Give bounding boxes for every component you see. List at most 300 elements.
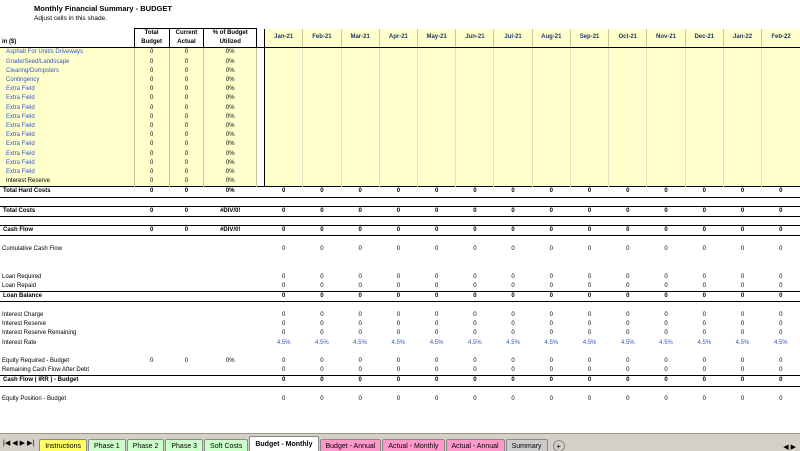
cell-feb-21[interactable]: 0 <box>320 396 324 403</box>
cell-feb-21[interactable]: 0 <box>320 358 324 364</box>
cell-jan-21[interactable] <box>265 217 303 226</box>
cell-may-21[interactable]: 0 <box>418 376 456 386</box>
cell-mar-21[interactable] <box>341 197 379 206</box>
cell-nov-21[interactable]: 0 <box>647 376 685 386</box>
cell-oct-21[interactable]: 0 <box>626 312 630 318</box>
cell-jan-21[interactable] <box>265 76 303 85</box>
cell-dec-21[interactable]: 0 <box>685 206 723 216</box>
cell-feb-22[interactable]: 0 <box>779 358 783 364</box>
cell-current-actual[interactable]: 0 <box>169 76 204 85</box>
cell-dec-21[interactable] <box>685 58 723 67</box>
cell-pct-utilized[interactable] <box>204 302 257 311</box>
cell-jan-22[interactable] <box>723 140 761 149</box>
cell-pct-utilized[interactable] <box>204 292 257 302</box>
cell-mar-21[interactable] <box>341 48 379 58</box>
cell-feb-22[interactable] <box>762 177 800 187</box>
cell-oct-21[interactable] <box>609 177 647 187</box>
cell-jan-22[interactable]: 0 <box>723 226 761 236</box>
cell-nov-21[interactable] <box>647 58 685 67</box>
cell-feb-22[interactable] <box>762 168 800 177</box>
cell-current-actual[interactable] <box>169 376 204 386</box>
cell-current-actual[interactable] <box>169 320 204 329</box>
cell-jul-21[interactable] <box>494 217 532 226</box>
row-label[interactable]: Interest Reserve <box>0 177 134 187</box>
cell-pct-utilized[interactable]: 0% <box>204 150 257 159</box>
cell-dec-21[interactable] <box>685 140 723 149</box>
cell-mar-21[interactable] <box>341 85 379 94</box>
row-label[interactable]: Total Costs <box>0 206 134 216</box>
cell-jun-21[interactable] <box>456 177 494 187</box>
cell-jan-22[interactable] <box>723 113 761 122</box>
cell-oct-21[interactable] <box>609 197 647 206</box>
cell-dec-21[interactable] <box>685 254 723 263</box>
cell-current-actual[interactable] <box>169 282 204 292</box>
cell-jul-21[interactable]: 0 <box>511 246 515 253</box>
cell-oct-21[interactable] <box>609 348 647 357</box>
cell-current-actual[interactable] <box>169 254 204 263</box>
row-label[interactable]: Cash Flow <box>0 226 134 236</box>
cell-mar-21[interactable] <box>341 386 379 395</box>
cell-feb-22[interactable]: 0 <box>762 376 800 386</box>
row-label[interactable]: Cumulative Cash Flow <box>2 246 63 253</box>
cell-dec-21[interactable] <box>685 104 723 113</box>
cell-nov-21[interactable]: 0 <box>664 246 668 253</box>
cell-feb-21[interactable]: 0 <box>303 187 341 197</box>
cell-jan-22[interactable] <box>723 217 761 226</box>
cell-mar-21[interactable]: 0 <box>358 330 362 337</box>
cell-dec-21[interactable]: 0 <box>702 312 706 318</box>
cell-apr-21[interactable] <box>379 94 417 103</box>
cell-aug-21[interactable]: 0 <box>532 187 570 197</box>
cell-feb-22[interactable]: 0 <box>779 330 783 337</box>
cell-jun-21[interactable] <box>456 122 494 131</box>
cell-dec-21[interactable] <box>685 48 723 58</box>
cell-pct-utilized[interactable] <box>204 395 257 404</box>
cell-may-21[interactable] <box>418 348 456 357</box>
cell-jan-22[interactable] <box>723 236 761 245</box>
cell-aug-21[interactable] <box>532 197 570 206</box>
cell-pct-utilized[interactable] <box>204 254 257 263</box>
cell-jan-21[interactable] <box>265 122 303 131</box>
cell-mar-21[interactable] <box>341 104 379 113</box>
cell-sep-21[interactable] <box>570 386 608 395</box>
cell-feb-21[interactable] <box>303 140 341 149</box>
cell-sep-21[interactable] <box>570 177 608 187</box>
cell-jan-21[interactable]: 0 <box>282 273 286 280</box>
cell-may-21[interactable] <box>418 264 456 273</box>
cell-may-21[interactable]: 0 <box>418 187 456 197</box>
cell-total-budget[interactable]: 0 <box>134 150 169 159</box>
cell-pct-utilized[interactable] <box>204 217 257 226</box>
last-sheet-icon[interactable]: ▶| <box>26 440 35 447</box>
cell-current-actual[interactable]: 0 <box>169 113 204 122</box>
cell-jan-21[interactable]: 0 <box>265 226 303 236</box>
cell-feb-21[interactable]: 0 <box>320 273 324 280</box>
cell-dec-21[interactable]: 0 <box>702 282 706 289</box>
cell-jun-21[interactable] <box>456 113 494 122</box>
cell-aug-21[interactable]: 0 <box>532 292 570 302</box>
cell-feb-22[interactable]: 0 <box>779 273 783 280</box>
cell-may-21[interactable] <box>418 140 456 149</box>
cell-may-21[interactable] <box>418 168 456 177</box>
cell-aug-21[interactable] <box>532 140 570 149</box>
cell-feb-22[interactable] <box>762 104 800 113</box>
cell-total-budget[interactable] <box>134 264 169 273</box>
cell-mar-21[interactable] <box>341 264 379 273</box>
cell-pct-utilized[interactable] <box>204 386 257 395</box>
cell-jun-21[interactable]: 4.5% <box>468 339 482 346</box>
cell-feb-22[interactable] <box>762 386 800 395</box>
cell-jan-22[interactable]: 0 <box>740 282 745 289</box>
cell-sep-21[interactable] <box>570 140 608 149</box>
cell-oct-21[interactable] <box>609 48 647 58</box>
cell-jul-21[interactable] <box>494 386 532 395</box>
cell-jun-21[interactable]: 0 <box>473 358 477 364</box>
cell-feb-21[interactable]: 0 <box>303 376 341 386</box>
cell-total-budget[interactable]: 0 <box>134 85 169 94</box>
cell-nov-21[interactable]: 0 <box>664 312 668 318</box>
cell-oct-21[interactable] <box>609 76 647 85</box>
cell-may-21[interactable] <box>418 386 456 395</box>
cell-sep-21[interactable] <box>570 67 608 76</box>
cell-pct-utilized[interactable]: 0% <box>204 76 257 85</box>
cell-sep-21[interactable]: 0 <box>570 226 608 236</box>
cell-pct-utilized[interactable]: 0% <box>204 122 257 131</box>
cell-jun-21[interactable] <box>456 264 494 273</box>
cell-jan-21[interactable] <box>265 168 303 177</box>
cell-pct-utilized[interactable] <box>204 366 257 376</box>
cell-jul-21[interactable]: 0 <box>494 376 532 386</box>
cell-apr-21[interactable]: 0 <box>396 396 401 403</box>
cell-nov-21[interactable] <box>647 113 685 122</box>
row-label[interactable] <box>0 217 134 226</box>
cell-apr-21[interactable] <box>379 254 417 263</box>
cell-feb-21[interactable]: 0 <box>320 312 324 318</box>
cell-apr-21[interactable]: 0 <box>379 226 417 236</box>
cell-jul-21[interactable]: 0 <box>494 292 532 302</box>
worksheet-grid[interactable] <box>0 28 800 405</box>
cell-jul-21[interactable] <box>494 348 532 357</box>
cell-dec-21[interactable]: 0 <box>685 292 723 302</box>
cell-dec-21[interactable]: 0 <box>702 246 706 253</box>
cell-may-21[interactable]: 0 <box>434 330 439 337</box>
cell-pct-utilized[interactable] <box>204 264 257 273</box>
cell-feb-21[interactable] <box>303 236 341 245</box>
cell-jan-21[interactable] <box>265 150 303 159</box>
cell-jul-21[interactable] <box>494 58 532 67</box>
cell-dec-21[interactable] <box>685 217 723 226</box>
cell-feb-21[interactable] <box>303 302 341 311</box>
cell-oct-21[interactable]: 0 <box>626 330 630 337</box>
cell-mar-21[interactable] <box>341 150 379 159</box>
cell-may-21[interactable]: 0 <box>434 312 439 318</box>
cell-pct-utilized[interactable]: 0% <box>204 177 257 187</box>
cell-dec-21[interactable] <box>685 85 723 94</box>
cell-apr-21[interactable] <box>379 76 417 85</box>
cell-jul-21[interactable] <box>494 94 532 103</box>
cell-jun-21[interactable] <box>456 197 494 206</box>
cell-feb-21[interactable]: 0 <box>303 292 341 302</box>
cell-may-21[interactable] <box>418 104 456 113</box>
cell-jul-21[interactable] <box>494 264 532 273</box>
cell-feb-21[interactable] <box>303 168 341 177</box>
cell-jan-22[interactable] <box>723 122 761 131</box>
cell-sep-21[interactable]: 0 <box>587 312 592 318</box>
cell-may-21[interactable] <box>418 94 456 103</box>
cell-mar-21[interactable]: 0 <box>358 358 362 364</box>
cell-dec-21[interactable]: 0 <box>702 367 706 374</box>
cell-mar-21[interactable]: 4.5% <box>353 339 367 346</box>
cell-oct-21[interactable] <box>609 58 647 67</box>
row-label[interactable] <box>0 386 134 395</box>
cell-jul-21[interactable]: 4.5% <box>506 339 520 346</box>
cell-total-budget[interactable] <box>134 236 169 245</box>
cell-current-actual[interactable] <box>169 386 204 395</box>
cell-aug-21[interactable]: 0 <box>549 330 553 337</box>
cell-feb-22[interactable] <box>762 67 800 76</box>
cell-pct-utilized[interactable]: 0% <box>204 58 257 67</box>
cell-apr-21[interactable] <box>379 264 417 273</box>
cell-dec-21[interactable] <box>685 177 723 187</box>
cell-feb-21[interactable] <box>303 113 341 122</box>
cell-apr-21[interactable] <box>379 236 417 245</box>
cell-jan-22[interactable]: 0 <box>740 396 745 403</box>
cell-dec-21[interactable] <box>685 94 723 103</box>
cell-dec-21[interactable]: 0 <box>685 226 723 236</box>
cell-pct-utilized[interactable]: 0% <box>204 131 257 140</box>
cell-jan-22[interactable] <box>723 168 761 177</box>
cell-current-actual[interactable]: 0 <box>169 206 204 216</box>
cell-nov-21[interactable] <box>647 177 685 187</box>
cell-jul-21[interactable] <box>494 302 532 311</box>
cell-feb-21[interactable] <box>303 131 341 140</box>
first-sheet-icon[interactable]: |◀ <box>3 440 11 447</box>
cell-oct-21[interactable] <box>609 217 647 226</box>
cell-jan-22[interactable]: 0 <box>740 321 745 328</box>
cell-aug-21[interactable]: 0 <box>549 321 553 328</box>
cell-apr-21[interactable] <box>379 386 417 395</box>
row-label[interactable] <box>0 197 134 206</box>
cell-sep-21[interactable] <box>570 113 608 122</box>
cell-total-budget[interactable]: 0 <box>134 226 169 236</box>
row-label[interactable]: Extra Field <box>0 150 134 159</box>
cell-oct-21[interactable] <box>609 159 647 168</box>
row-label[interactable]: Interest Reserve Remaining <box>2 330 77 337</box>
cell-current-actual[interactable]: 0 <box>169 140 204 149</box>
cell-mar-21[interactable]: 0 <box>358 246 362 253</box>
cell-jun-21[interactable]: 0 <box>473 246 477 253</box>
cell-apr-21[interactable] <box>379 217 417 226</box>
cell-nov-21[interactable]: 4.5% <box>659 339 673 346</box>
cell-apr-21[interactable]: 0 <box>379 187 417 197</box>
cell-dec-21[interactable] <box>685 236 723 245</box>
cell-mar-21[interactable]: 0 <box>341 226 379 236</box>
cell-current-actual[interactable]: 0 <box>169 226 204 236</box>
cell-pct-utilized[interactable] <box>204 236 257 245</box>
cell-aug-21[interactable] <box>532 386 570 395</box>
row-label[interactable]: Extra Field <box>0 168 134 177</box>
cell-current-actual[interactable] <box>169 348 204 357</box>
cell-mar-21[interactable] <box>341 58 379 67</box>
cell-jan-22[interactable]: 0 <box>740 358 745 364</box>
cell-jun-21[interactable]: 0 <box>473 367 477 374</box>
row-label[interactable]: Interest Reserve <box>2 321 47 328</box>
cell-dec-21[interactable] <box>685 302 723 311</box>
cell-apr-21[interactable] <box>379 131 417 140</box>
cell-may-21[interactable] <box>418 150 456 159</box>
cell-mar-21[interactable] <box>341 236 379 245</box>
cell-jan-22[interactable] <box>723 302 761 311</box>
cell-jun-21[interactable]: 0 <box>456 226 494 236</box>
cell-total-budget[interactable] <box>134 320 169 329</box>
cell-current-actual[interactable]: 0 <box>169 67 204 76</box>
cell-jan-22[interactable]: 4.5% <box>735 339 750 346</box>
cell-mar-21[interactable]: 0 <box>358 367 362 374</box>
cell-oct-21[interactable]: 0 <box>609 292 647 302</box>
cell-jul-21[interactable]: 0 <box>511 358 515 364</box>
sheet-tab-actual-annual[interactable]: Actual - Annual <box>446 439 505 451</box>
cell-may-21[interactable]: 0 <box>434 273 439 280</box>
cell-mar-21[interactable] <box>341 177 379 187</box>
cell-pct-utilized[interactable]: 0% <box>204 187 257 197</box>
cell-jan-21[interactable] <box>265 159 303 168</box>
cell-apr-21[interactable] <box>379 48 417 58</box>
cell-current-actual[interactable] <box>169 264 204 273</box>
cell-pct-utilized[interactable] <box>204 376 257 386</box>
cell-feb-22[interactable]: 0 <box>779 396 783 403</box>
cell-jan-22[interactable] <box>723 150 761 159</box>
cell-jun-21[interactable]: 0 <box>473 282 477 289</box>
cell-jan-22[interactable] <box>723 104 761 113</box>
sheet-tab-phase-3[interactable]: Phase 3 <box>165 439 203 451</box>
cell-total-budget[interactable] <box>134 311 169 320</box>
cell-apr-21[interactable]: 0 <box>379 206 417 216</box>
cell-jan-22[interactable] <box>723 94 761 103</box>
row-label[interactable]: Interest Charge <box>2 312 44 318</box>
cell-nov-21[interactable] <box>647 159 685 168</box>
cell-aug-21[interactable] <box>532 67 570 76</box>
cell-jan-22[interactable]: 0 <box>740 367 745 374</box>
cell-jun-21[interactable] <box>456 217 494 226</box>
cell-jun-21[interactable] <box>456 159 494 168</box>
cell-may-21[interactable]: 0 <box>434 246 439 253</box>
cell-oct-21[interactable] <box>609 122 647 131</box>
cell-sep-21[interactable] <box>570 48 608 58</box>
cell-jul-21[interactable] <box>494 131 532 140</box>
sheet-tab-budget-monthly[interactable]: Budget - Monthly <box>249 436 318 451</box>
cell-current-actual[interactable] <box>169 395 204 404</box>
cell-aug-21[interactable] <box>532 159 570 168</box>
cell-feb-22[interactable] <box>762 264 800 273</box>
cell-feb-21[interactable] <box>303 67 341 76</box>
cell-apr-21[interactable]: 0 <box>379 292 417 302</box>
cell-feb-21[interactable] <box>303 386 341 395</box>
cell-jan-22[interactable] <box>723 131 761 140</box>
cell-aug-21[interactable] <box>532 85 570 94</box>
cell-apr-21[interactable]: 0 <box>396 358 401 364</box>
cell-jun-21[interactable] <box>456 236 494 245</box>
cell-jan-21[interactable]: 0 <box>265 206 303 216</box>
sheet-tab-phase-2[interactable]: Phase 2 <box>127 439 165 451</box>
cell-dec-21[interactable] <box>685 76 723 85</box>
cell-jun-21[interactable]: 0 <box>473 312 477 318</box>
cell-apr-21[interactable] <box>379 302 417 311</box>
sheet-tab-summary[interactable]: Summary <box>506 439 548 451</box>
cell-feb-21[interactable] <box>303 122 341 131</box>
cell-nov-21[interactable] <box>647 150 685 159</box>
cell-pct-utilized[interactable]: 0% <box>204 104 257 113</box>
cell-dec-21[interactable] <box>685 386 723 395</box>
cell-nov-21[interactable]: 0 <box>664 358 668 364</box>
row-label[interactable]: Extra Field <box>0 159 134 168</box>
cell-mar-21[interactable] <box>341 348 379 357</box>
cell-nov-21[interactable] <box>647 264 685 273</box>
cell-jan-21[interactable] <box>265 236 303 245</box>
cell-feb-21[interactable]: 0 <box>303 226 341 236</box>
cell-oct-21[interactable] <box>609 386 647 395</box>
cell-may-21[interactable] <box>418 197 456 206</box>
cell-current-actual[interactable] <box>169 245 204 254</box>
cell-jan-22[interactable]: 0 <box>740 273 745 280</box>
cell-feb-21[interactable] <box>303 85 341 94</box>
cell-aug-21[interactable]: 0 <box>549 367 553 374</box>
cell-jul-21[interactable]: 0 <box>511 321 515 328</box>
cell-aug-21[interactable] <box>532 348 570 357</box>
cell-jan-21[interactable] <box>265 58 303 67</box>
cell-mar-21[interactable] <box>341 113 379 122</box>
cell-may-21[interactable] <box>418 159 456 168</box>
sheet-tabs[interactable] <box>39 435 564 451</box>
cell-may-21[interactable]: 0 <box>434 321 439 328</box>
cell-jan-22[interactable] <box>723 177 761 187</box>
cell-feb-21[interactable]: 4.5% <box>315 339 329 346</box>
cell-may-21[interactable] <box>418 76 456 85</box>
cell-nov-21[interactable]: 0 <box>647 187 685 197</box>
cell-jan-21[interactable] <box>265 348 303 357</box>
cell-jan-21[interactable]: 0 <box>282 396 286 403</box>
cell-oct-21[interactable]: 0 <box>626 358 630 364</box>
cell-oct-21[interactable]: 0 <box>626 282 630 289</box>
cell-oct-21[interactable] <box>609 67 647 76</box>
cell-feb-21[interactable] <box>303 217 341 226</box>
cell-jan-21[interactable]: 0 <box>282 330 286 337</box>
next-sheet-icon[interactable]: ▶ <box>19 440 25 447</box>
cell-pct-utilized[interactable] <box>204 329 257 338</box>
cell-aug-21[interactable] <box>532 131 570 140</box>
cell-jan-21[interactable] <box>265 302 303 311</box>
cell-apr-21[interactable]: 0 <box>396 321 401 328</box>
row-label[interactable]: Equity Position - Budget <box>2 396 67 403</box>
cell-nov-21[interactable]: 0 <box>664 321 668 328</box>
cell-jan-22[interactable] <box>723 48 761 58</box>
cell-feb-21[interactable] <box>303 348 341 357</box>
cell-jul-21[interactable] <box>494 140 532 149</box>
cell-jul-21[interactable] <box>494 197 532 206</box>
cell-apr-21[interactable] <box>379 104 417 113</box>
cell-pct-utilized[interactable]: #DIV/0! <box>204 206 257 216</box>
cell-jul-21[interactable]: 0 <box>511 330 515 337</box>
cell-feb-21[interactable]: 0 <box>320 321 324 328</box>
cell-feb-21[interactable]: 0 <box>320 246 324 253</box>
cell-feb-22[interactable] <box>762 58 800 67</box>
cell-jan-22[interactable] <box>723 197 761 206</box>
cell-oct-21[interactable] <box>609 264 647 273</box>
cell-feb-22[interactable]: 0 <box>762 187 800 197</box>
cell-current-actual[interactable] <box>169 339 204 348</box>
cell-may-21[interactable]: 0 <box>418 226 456 236</box>
cell-current-actual[interactable]: 0 <box>169 159 204 168</box>
cell-jun-21[interactable] <box>456 67 494 76</box>
